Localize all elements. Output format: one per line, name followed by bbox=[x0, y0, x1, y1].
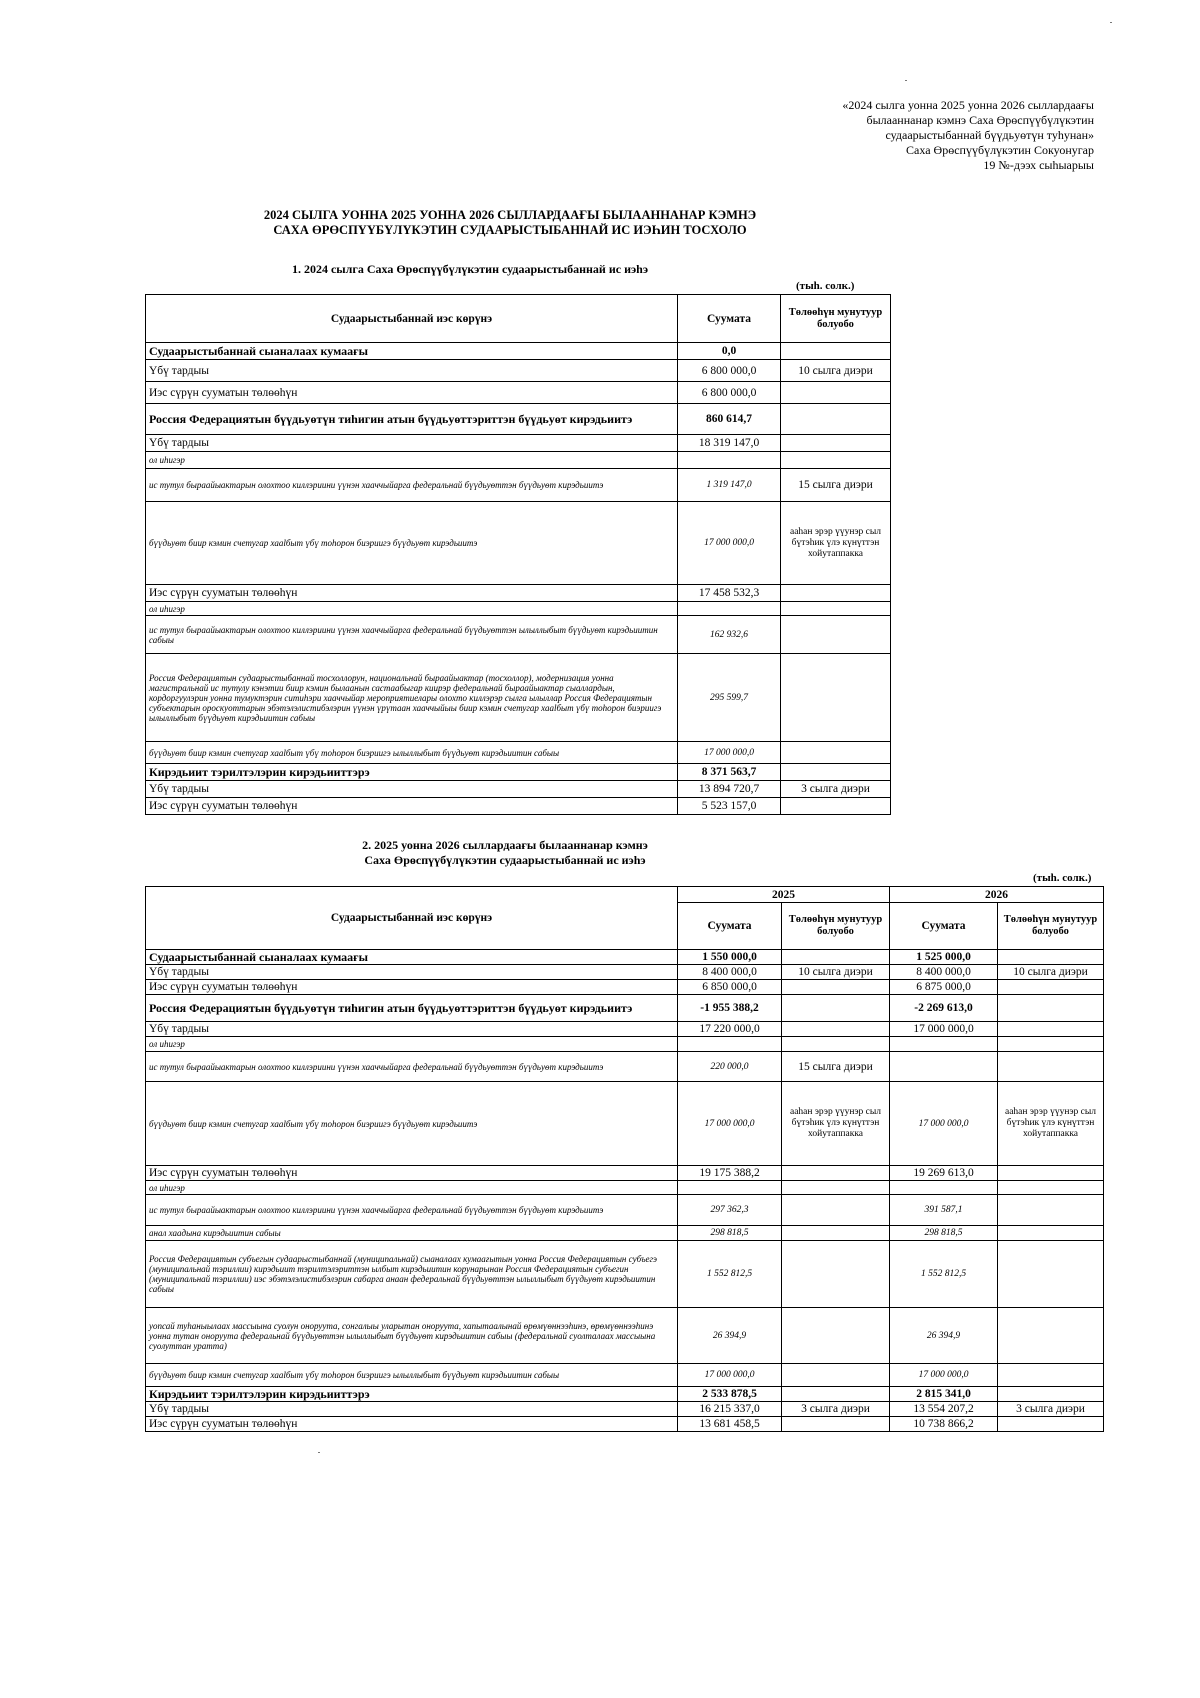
row-term-2026 bbox=[998, 1022, 1104, 1037]
row-name: Иэс сүрүн сууматын төлөөһүн bbox=[146, 382, 678, 404]
table-row bbox=[146, 1195, 1104, 1226]
row-name: Россия Федерациятын бүүдьуөтүн тиһигин атын бүүдьуөттэриттэн бүүдьуөт кирэдьиитэ bbox=[146, 995, 678, 1022]
document-title-line: 2024 СЫЛГА УОННА 2025 УОННА 2026 СЫЛЛАРДААҒЫ БЫЛААННАНАР КЭМНЭ bbox=[263, 208, 757, 222]
table-row bbox=[146, 343, 891, 360]
row-amount-2025: 220 000,0 bbox=[678, 1052, 782, 1082]
section2-unit: (тыh. солк.) bbox=[1033, 872, 1092, 884]
row-amount-2026: 2 815 341,0 bbox=[890, 1387, 998, 1402]
annex-line: «2024 сылга уонна 2025 уонна 2026 сыллардаағы bbox=[842, 98, 1094, 112]
row-amount: 0,0 bbox=[678, 343, 781, 360]
row-amount: 1 319 147,0 bbox=[678, 469, 781, 502]
column-header-year-2025: 2025 bbox=[678, 887, 890, 903]
debt-table-2025-2026 bbox=[145, 886, 1104, 1432]
table-row bbox=[146, 585, 891, 602]
row-term bbox=[781, 798, 891, 815]
row-term-2025: ааһан эрэр үүунэр сыл бүтэһик үлэ күнүттэн хойутаппакка bbox=[782, 1082, 890, 1166]
row-amount-2025 bbox=[678, 1037, 782, 1052]
row-name: Россия Федерациятын субъегын судаарыстыбаннай (муниципальнай) сыаналаах кумаағытын уонна Россия Федерациятын субъегэ (муниципальнай тэриллии) кирэдьиит тэрилтэлэриттэн ылбыт кирэдьиитин корунарынан Россия Федерациятын субъегин (муниципальнай тэриллии) иэс эбэтэлэлистибэлэрин сабарга анаан федеральнай бүүдьуөттэн ылыллыбыт бүүдьуөт кирэдьиитин сабыы bbox=[146, 1241, 678, 1308]
row-amount: 18 319 147,0 bbox=[678, 435, 781, 452]
row-term-2026: 10 сылга диэри bbox=[998, 965, 1104, 980]
row-term-2026 bbox=[998, 1226, 1104, 1241]
row-name: Үбү тардыы bbox=[146, 1402, 678, 1417]
row-amount: 860 614,7 bbox=[678, 404, 781, 435]
row-name: уопсай туhаныылаах массыына суолун оноруута, сонгалыы уларытан оноруута, хапытаалынай өрөмүөннээhинэ, өрөмүөннээhинэ уонна тутан оноруута федеральнай бүүдьуөттэн ылыллыбыт бүүдьуөт кирэдьиитин сабыы (федеральнай суолталаах массыына суолуттан уратта) bbox=[146, 1308, 678, 1364]
section2-title bbox=[280, 838, 730, 868]
row-name: Кирэдьиит тэрилтэлэрин кирэдьииттэрэ bbox=[146, 1387, 678, 1402]
row-name: Үбү тардыы bbox=[146, 781, 678, 798]
row-amount: 13 894 720,7 bbox=[678, 781, 781, 798]
row-term-2025 bbox=[782, 1037, 890, 1052]
row-amount: 6 800 000,0 bbox=[678, 382, 781, 404]
row-term bbox=[781, 585, 891, 602]
table-row bbox=[146, 764, 891, 781]
table-row bbox=[146, 742, 891, 764]
row-term-2025 bbox=[782, 1364, 890, 1387]
section1-title: 1. 2024 сылга Саха Өрөспүүбүлүкэтин судаарыстыбаннай ис иэһэ bbox=[291, 262, 649, 276]
row-term-2025: 10 сылга диэри bbox=[782, 965, 890, 980]
column-header-amount: Суумата bbox=[678, 903, 782, 950]
table-row bbox=[146, 435, 891, 452]
row-term-2025 bbox=[782, 1022, 890, 1037]
row-name: ис тутул быраайыактарын олохтоо киллэриини үүнэн хааччыйарга федеральнай бүүдьуөттэн бүүдьуөт кирэдьиитэ bbox=[146, 1195, 678, 1226]
table-row bbox=[146, 1387, 1104, 1402]
row-amount-2026 bbox=[890, 1037, 998, 1052]
row-amount-2025: 2 533 878,5 bbox=[678, 1387, 782, 1402]
table-row bbox=[146, 1166, 1104, 1181]
table-row bbox=[146, 1052, 1104, 1082]
row-term bbox=[781, 452, 891, 469]
section2-title-line: 2. 2025 уонна 2026 сыллардаағы былааннанар кэмнэ bbox=[362, 838, 648, 852]
column-header-amount: Суумата bbox=[678, 295, 781, 343]
row-amount: 17 458 532,3 bbox=[678, 585, 781, 602]
row-amount bbox=[678, 452, 781, 469]
row-name: Россия Федерациятын судаарыстыбаннай тосхоллорун, национальнай быраайыактар (тосхоллор), модернизация уонна магистральнай ис тутулу кэнэтии биир кэмин былаанын састаабыгар киирэр федеральнай быраайыактар сыаллардын, кордоргуулэрин уонна тумуктэрин ситиhэри хааччыйар мероприятиелары олохто киллэрэр сылга ылыллар Россия Федерациятын субъектарын ороскуоттарын эбэтэлэлистибэлэрин үүнэн үрүтаан хааччыйыы биир кэмин счетугар хааlбыт үбү тоhоpон биэриигэ ылыллыбыт бүүдьуөт кирэдьиитин сабыы bbox=[146, 654, 678, 742]
row-name: Үбү тардыы bbox=[146, 965, 678, 980]
row-term: 15 сылга диэри bbox=[781, 469, 891, 502]
row-term-2026 bbox=[998, 1195, 1104, 1226]
row-term: 3 сылга диэри bbox=[781, 781, 891, 798]
row-name: ол иhигэр bbox=[146, 602, 678, 616]
table-row bbox=[146, 502, 891, 585]
row-name: ол иhигэр bbox=[146, 452, 678, 469]
row-name: Үбү тардыы bbox=[146, 360, 678, 382]
row-amount-2025: 1 552 812,5 bbox=[678, 1241, 782, 1308]
row-term bbox=[781, 742, 891, 764]
row-amount-2026: 26 394,9 bbox=[890, 1308, 998, 1364]
row-amount: 17 000 000,0 bbox=[678, 742, 781, 764]
table-row bbox=[146, 980, 1104, 995]
row-name: Россия Федерациятын бүүдьуөтүн тиһигин атын бүүдьуөттэриттэн бүүдьуөт кирэдьиитэ bbox=[146, 404, 678, 435]
table-row bbox=[146, 950, 1104, 965]
scan-speck bbox=[905, 80, 907, 81]
row-term-2026 bbox=[998, 1387, 1104, 1402]
column-header-name: Судаарыстыбаннай иэс көрүнэ bbox=[146, 887, 678, 950]
table-row bbox=[146, 781, 891, 798]
row-term: ааһан эрэр үүунэр сыл бүтэһик үлэ күнүттэн хойутаппакка bbox=[781, 502, 891, 585]
row-term bbox=[781, 602, 891, 616]
row-name: анал хаадына кирэдьиитин сабыы bbox=[146, 1226, 678, 1241]
row-amount-2026: 391 587,1 bbox=[890, 1195, 998, 1226]
row-amount-2026: 17 000 000,0 bbox=[890, 1364, 998, 1387]
row-amount-2025: 1 550 000,0 bbox=[678, 950, 782, 965]
row-amount-2025: 17 000 000,0 bbox=[678, 1364, 782, 1387]
row-term-2025 bbox=[782, 995, 890, 1022]
row-term-2026 bbox=[998, 1166, 1104, 1181]
table-row bbox=[146, 616, 891, 654]
row-amount-2026: 17 000 000,0 bbox=[890, 1022, 998, 1037]
scan-speck bbox=[1110, 22, 1112, 23]
table-row bbox=[146, 452, 891, 469]
row-term-2026 bbox=[998, 995, 1104, 1022]
row-amount-2025 bbox=[678, 1181, 782, 1195]
row-amount bbox=[678, 602, 781, 616]
row-term-2026 bbox=[998, 1241, 1104, 1308]
row-amount-2026: 8 400 000,0 bbox=[890, 965, 998, 980]
row-name: ис тутул быраайыактарын олохтоо киллэриини үүнэн хааччыйарга федеральнай бүүдьуөттэн бүүдьуөт кирэдьиитэ bbox=[146, 1052, 678, 1082]
row-name: бүүдьуөт биир кэмин счетугар хааlбыт үбү тоhоpон биэриигэ ылыллыбыт бүүдьуөт кирэдьиитин сабыы bbox=[146, 742, 678, 764]
row-term: 10 сылга диэри bbox=[781, 360, 891, 382]
row-term-2025: 15 сылга диэри bbox=[782, 1052, 890, 1082]
row-name: Судаарыстыбаннай сыаналаах кумаағы bbox=[146, 343, 678, 360]
row-name: ис тутул быраайыактарын олохтоо киллэриини үүнэн хааччыйарга федеральнай бүүдьуөттэн бүүдьуөт кирэдьиитэ bbox=[146, 469, 678, 502]
row-amount-2026: 6 875 000,0 bbox=[890, 980, 998, 995]
row-term-2026 bbox=[998, 1417, 1104, 1432]
row-term-2026: ааһан эрэр үүунэр сыл бүтэһик үлэ күнүттэн хойутаппакка bbox=[998, 1082, 1104, 1166]
row-amount-2025: 19 175 388,2 bbox=[678, 1166, 782, 1181]
table-row bbox=[146, 360, 891, 382]
row-name: ол иhигэр bbox=[146, 1181, 678, 1195]
table-row bbox=[146, 1226, 1104, 1241]
annex-line: судаарыстыбаннай бүүдьуөтүн туһунан» bbox=[885, 128, 1094, 142]
section2-title-line: Саха Өрөспүүбүлүкэтин судаарыстыбаннай ис иэһэ bbox=[364, 853, 646, 867]
row-amount-2025: 8 400 000,0 bbox=[678, 965, 782, 980]
row-name: ис тутул быраайыактарын олохтоо киллэриини үүнэн хааччыйарга федеральнай бүүдьуөттэн ылыллыбыт бүүдьуөт кирэдьиитин сабыы bbox=[146, 616, 678, 654]
row-amount-2026 bbox=[890, 1181, 998, 1195]
row-term bbox=[781, 654, 891, 742]
row-term-2025 bbox=[782, 1181, 890, 1195]
table-header-row bbox=[146, 887, 1104, 903]
table-row bbox=[146, 1037, 1104, 1052]
row-amount-2026: 298 818,5 bbox=[890, 1226, 998, 1241]
row-name: Иэс сүрүн сууматын төлөөһүн bbox=[146, 1166, 678, 1181]
document-title-line: САХА ӨРӨСПҮҮБҮЛҮКЭТИН СУДААРЫСТЫБАННАЙ ИС ИЭҺИН ТОСХОЛО bbox=[273, 223, 747, 237]
row-amount-2026: 13 554 207,2 bbox=[890, 1402, 998, 1417]
row-amount-2026: 1 525 000,0 bbox=[890, 950, 998, 965]
table-row bbox=[146, 654, 891, 742]
row-amount-2026: 10 738 866,2 bbox=[890, 1417, 998, 1432]
table-row bbox=[146, 469, 891, 502]
row-name: Үбү тардыы bbox=[146, 1022, 678, 1037]
row-term-2025 bbox=[782, 1308, 890, 1364]
table-row bbox=[146, 798, 891, 815]
table-row bbox=[146, 602, 891, 616]
column-header-year-2026: 2026 bbox=[890, 887, 1104, 903]
row-term-2025 bbox=[782, 1387, 890, 1402]
row-amount: 5 523 157,0 bbox=[678, 798, 781, 815]
table-row bbox=[146, 1181, 1104, 1195]
row-name: Иэс сүрүн сууматын төлөөһүн bbox=[146, 1417, 678, 1432]
row-term-2025: 3 сылга диэри bbox=[782, 1402, 890, 1417]
row-name: Судаарыстыбаннай сыаналаах кумаағы bbox=[146, 950, 678, 965]
row-amount-2026: 19 269 613,0 bbox=[890, 1166, 998, 1181]
row-name: бүүдьуөт биир кэмин счетугар хааlбыт үбү тоhоpон биэриигэ бүүдьуөт кирэдьиитэ bbox=[146, 1082, 678, 1166]
annex-line: Саха Өрөспүүбүлүкэтин Сокуонугар bbox=[906, 143, 1094, 157]
row-amount: 295 599,7 bbox=[678, 654, 781, 742]
row-term bbox=[781, 764, 891, 781]
row-amount-2025: 17 000 000,0 bbox=[678, 1082, 782, 1166]
row-amount-2025: 16 215 337,0 bbox=[678, 1402, 782, 1417]
section1-unit: (тыh. солк.) bbox=[796, 280, 855, 292]
row-name: Кирэдьиит тэрилтэлэрин кирэдьииттэрэ bbox=[146, 764, 678, 781]
row-term bbox=[781, 382, 891, 404]
column-header-name: Судаарыстыбаннай иэс көрүнэ bbox=[146, 295, 678, 343]
row-term-2026 bbox=[998, 1364, 1104, 1387]
row-name: ол иhигэр bbox=[146, 1037, 678, 1052]
table-row bbox=[146, 404, 891, 435]
column-header-term: Төлөөһүн мунутуур болуобо bbox=[998, 903, 1104, 950]
row-name: Иэс сүрүн сууматын төлөөһүн bbox=[146, 798, 678, 815]
row-amount: 8 371 563,7 bbox=[678, 764, 781, 781]
row-term-2026: 3 сылга диэри bbox=[998, 1402, 1104, 1417]
table-row bbox=[146, 1402, 1104, 1417]
row-amount: 6 800 000,0 bbox=[678, 360, 781, 382]
row-term-2026 bbox=[998, 1037, 1104, 1052]
row-term-2026 bbox=[998, 1181, 1104, 1195]
row-term-2026 bbox=[998, 980, 1104, 995]
row-term-2025 bbox=[782, 1226, 890, 1241]
row-term-2026 bbox=[998, 1052, 1104, 1082]
annex-line: былааннанар кэмнэ Саха Өрөспүүбүлүкэтин bbox=[866, 113, 1094, 127]
row-amount: 162 932,6 bbox=[678, 616, 781, 654]
row-term-2025 bbox=[782, 1417, 890, 1432]
row-amount: 17 000 000,0 bbox=[678, 502, 781, 585]
table-header-row bbox=[146, 295, 891, 343]
row-amount-2025: 26 394,9 bbox=[678, 1308, 782, 1364]
row-term bbox=[781, 343, 891, 360]
row-amount-2025: 17 220 000,0 bbox=[678, 1022, 782, 1037]
table-row bbox=[146, 1241, 1104, 1308]
row-term bbox=[781, 616, 891, 654]
row-amount-2026: -2 269 613,0 bbox=[890, 995, 998, 1022]
column-header-term: Төлөөһүн мунутуур болуобо bbox=[782, 903, 890, 950]
column-header-term: Төлөөһүн мунутуур болуобо bbox=[781, 295, 891, 343]
table-row bbox=[146, 1082, 1104, 1166]
table-row bbox=[146, 1308, 1104, 1364]
row-term-2026 bbox=[998, 950, 1104, 965]
table-row bbox=[146, 382, 891, 404]
row-term-2025 bbox=[782, 1166, 890, 1181]
row-amount-2025: 6 850 000,0 bbox=[678, 980, 782, 995]
row-amount-2025: -1 955 388,2 bbox=[678, 995, 782, 1022]
row-term bbox=[781, 435, 891, 452]
row-amount-2025: 298 818,5 bbox=[678, 1226, 782, 1241]
document-title bbox=[130, 208, 890, 238]
row-name: Иэс сүрүн сууматын төлөөһүн bbox=[146, 980, 678, 995]
table-row bbox=[146, 1417, 1104, 1432]
row-term-2025 bbox=[782, 980, 890, 995]
scan-speck bbox=[318, 1452, 320, 1453]
row-amount-2026: 1 552 812,5 bbox=[890, 1241, 998, 1308]
debt-table-2024 bbox=[145, 294, 891, 815]
row-amount-2025: 13 681 458,5 bbox=[678, 1417, 782, 1432]
row-name: бүүдьуөт биир кэмин счетугар хааlбыт үбү тоhоpон биэриигэ бүүдьуөт кирэдьиитэ bbox=[146, 502, 678, 585]
row-term-2025 bbox=[782, 950, 890, 965]
row-name: бүүдьуөт биир кэмин счетугар хааlбыт үбү тоhоpон биэриигэ ылыллыбыт бүүдьуөт кирэдьиитин сабыы bbox=[146, 1364, 678, 1387]
table-row bbox=[146, 1022, 1104, 1037]
row-amount-2026: 17 000 000,0 bbox=[890, 1082, 998, 1166]
annex-line: 19 №-дээх сыһыарыы bbox=[983, 158, 1094, 172]
row-term-2026 bbox=[998, 1308, 1104, 1364]
table-row bbox=[146, 965, 1104, 980]
row-term bbox=[781, 404, 891, 435]
row-term-2025 bbox=[782, 1241, 890, 1308]
row-amount-2025: 297 362,3 bbox=[678, 1195, 782, 1226]
table-row bbox=[146, 1364, 1104, 1387]
column-header-amount: Суумата bbox=[890, 903, 998, 950]
annex-block bbox=[634, 98, 1094, 173]
table-row bbox=[146, 995, 1104, 1022]
row-term-2025 bbox=[782, 1195, 890, 1226]
row-name: Иэс сүрүн сууматын төлөөһүн bbox=[146, 585, 678, 602]
row-amount-2026 bbox=[890, 1052, 998, 1082]
row-name: Үбү тардыы bbox=[146, 435, 678, 452]
